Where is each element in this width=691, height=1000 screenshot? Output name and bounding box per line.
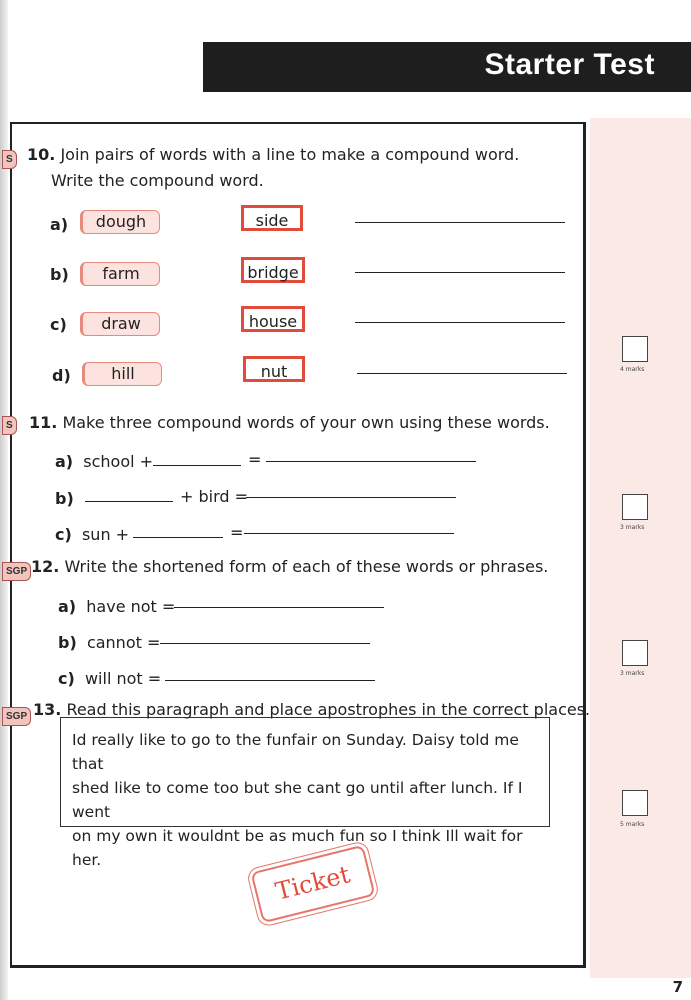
- item-row: [55, 525, 129, 544]
- item-label: a): [55, 452, 74, 471]
- curriculum-tag: SGP: [2, 707, 31, 726]
- answer-line[interactable]: [174, 607, 384, 608]
- answer-line[interactable]: [355, 222, 565, 223]
- answer-line[interactable]: [85, 501, 173, 502]
- answer-line[interactable]: [244, 533, 454, 534]
- item-label: c): [50, 315, 67, 334]
- word-card[interactable]: draw: [80, 312, 160, 336]
- curriculum-tag: S: [2, 150, 17, 169]
- question-number: 12.: [31, 557, 60, 576]
- item-label: b): [58, 633, 77, 652]
- item-label: c): [55, 525, 72, 544]
- answer-line[interactable]: [165, 680, 375, 681]
- item-text: + bird =: [180, 487, 249, 506]
- marks-label: 3 marks: [620, 524, 645, 531]
- item-row: [55, 452, 153, 471]
- item-label: a): [58, 597, 77, 616]
- marks-box[interactable]: [622, 790, 648, 816]
- answer-line[interactable]: [153, 465, 241, 466]
- word-card[interactable]: house: [241, 306, 305, 332]
- word-card[interactable]: bridge: [241, 257, 305, 283]
- question-12: [31, 557, 548, 576]
- paragraph-line: shed like to come too but she cant go until after lunch. If I went: [72, 779, 523, 821]
- answer-line[interactable]: [246, 497, 456, 498]
- item-text: =: [230, 523, 244, 542]
- question-number: 11.: [29, 413, 58, 432]
- marks-label: 4 marks: [620, 366, 645, 373]
- item-text: have not =: [86, 597, 176, 616]
- paragraph-line: Id really like to go to the funfair on Sunday. Daisy told me that: [72, 731, 519, 773]
- item-row: [58, 633, 160, 652]
- page-number: 7: [672, 978, 683, 996]
- paragraph-box[interactable]: [60, 717, 550, 869]
- word-card[interactable]: hill: [82, 362, 162, 386]
- curriculum-tag: SGP: [2, 562, 31, 581]
- item-label: a): [50, 215, 69, 234]
- word-card[interactable]: farm: [80, 262, 160, 286]
- question-11: [29, 413, 550, 432]
- item-row: [58, 669, 161, 688]
- question-number: 13.: [33, 700, 62, 719]
- marks-label: 3 marks: [620, 670, 645, 677]
- answer-line[interactable]: [160, 643, 370, 644]
- item-text: cannot =: [86, 633, 161, 652]
- question-text: Make three compound words of your own using these words.: [62, 413, 550, 432]
- item-label: d): [52, 366, 71, 385]
- question-number: 10.: [27, 145, 56, 164]
- answer-line[interactable]: [133, 537, 223, 538]
- item-text: will not =: [84, 669, 162, 688]
- question-text: Read this paragraph and place apostrophes in the correct places.: [66, 700, 591, 719]
- item-row: [58, 597, 175, 616]
- answer-line[interactable]: [266, 461, 476, 462]
- ticket-text: Ticket: [272, 860, 353, 906]
- answer-line[interactable]: [355, 322, 565, 323]
- answer-line[interactable]: [355, 272, 565, 273]
- item-label: c): [58, 669, 75, 688]
- word-card[interactable]: side: [241, 205, 303, 231]
- item-label: b): [50, 265, 69, 284]
- paragraph-line: on my own it wouldnt be as much fun so I think Ill wait for her.: [72, 827, 523, 869]
- marks-column: [590, 118, 691, 978]
- question-text: Write the shortened form of each of these words or phrases.: [64, 557, 549, 576]
- word-card[interactable]: nut: [243, 356, 305, 382]
- page-title: Starter Test: [203, 42, 691, 92]
- marks-box[interactable]: [622, 494, 648, 520]
- item-text: school +: [83, 452, 154, 471]
- question-10: [27, 145, 519, 164]
- item-text: =: [248, 450, 262, 469]
- question-text: Write the compound word.: [51, 171, 264, 190]
- marks-box[interactable]: [622, 640, 648, 666]
- item-label: b): [55, 489, 74, 508]
- curriculum-tag: S: [2, 416, 17, 435]
- marks-box[interactable]: [622, 336, 648, 362]
- word-card[interactable]: dough: [80, 210, 160, 234]
- marks-label: 5 marks: [620, 821, 645, 828]
- answer-line[interactable]: [357, 373, 567, 374]
- item-text: sun +: [81, 525, 130, 544]
- question-text: Join pairs of words with a line to make a compound word.: [60, 145, 520, 164]
